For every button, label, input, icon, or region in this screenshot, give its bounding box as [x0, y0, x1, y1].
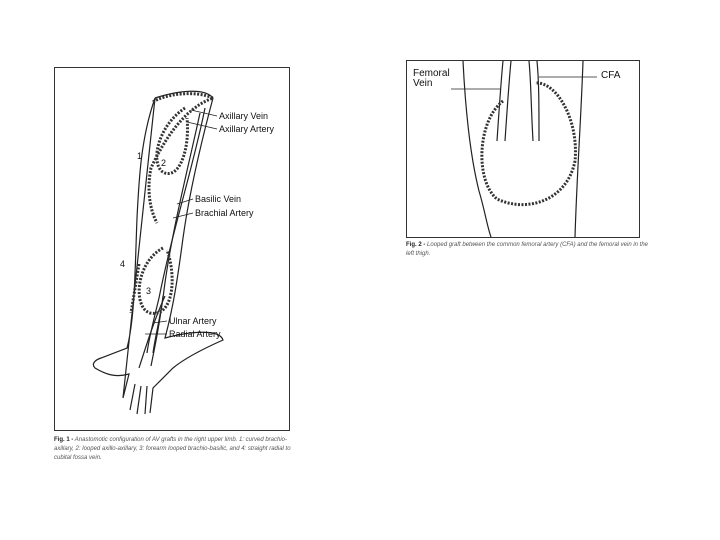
label-radial-artery: Radial Artery — [169, 329, 221, 339]
arm-diagram — [55, 68, 289, 430]
figure-1-caption — [54, 436, 292, 463]
graft-number-3: 3 — [146, 286, 152, 296]
thigh-outline-right — [575, 61, 583, 237]
femoral-vein-line-2 — [505, 61, 511, 141]
label-cfa: CFA — [601, 70, 621, 81]
label-brachial-artery: Brachial Artery — [195, 208, 254, 218]
cfa-line — [529, 61, 533, 141]
figure-2-caption-text: Looped graft between the common femoral artery (CFA) and the femoral vein in the left thigh. — [406, 242, 649, 257]
looped-graft — [482, 83, 576, 205]
label-ulnar-artery: Ulnar Artery — [169, 316, 217, 326]
graft-number-1: 1 — [137, 151, 143, 161]
figure-2-caption-prefix: Fig. 2 - — [406, 242, 426, 248]
figure-1-panel — [54, 67, 290, 431]
graft-number-2: 2 — [161, 158, 167, 168]
figure-1-caption-prefix: Fig. 1 - — [54, 437, 74, 443]
figure-1-caption-text: Anastomotic configuration of AV grafts in the right upper limb. 1: curved brachio-axillary, 2: looped axillo-axillary, 3: forearm looped brachio-basilic, and 4: straight radial to cubital fossa vein. — [54, 437, 291, 461]
thigh-outline-left — [463, 61, 491, 237]
label-femoral-vein: Femoral Vein — [413, 68, 450, 89]
figure-2-panel — [406, 60, 640, 238]
cfa-line-2 — [537, 61, 539, 141]
label-basilic-vein: Basilic Vein — [195, 194, 242, 204]
label-axillary-vein: Axillary Vein — [219, 111, 269, 121]
label-axillary-artery: Axillary Artery — [219, 124, 275, 134]
graft-3 — [139, 248, 172, 313]
arm-outline — [93, 91, 223, 414]
graft-number-4: 4 — [120, 259, 126, 269]
figure-2-caption — [406, 241, 650, 259]
